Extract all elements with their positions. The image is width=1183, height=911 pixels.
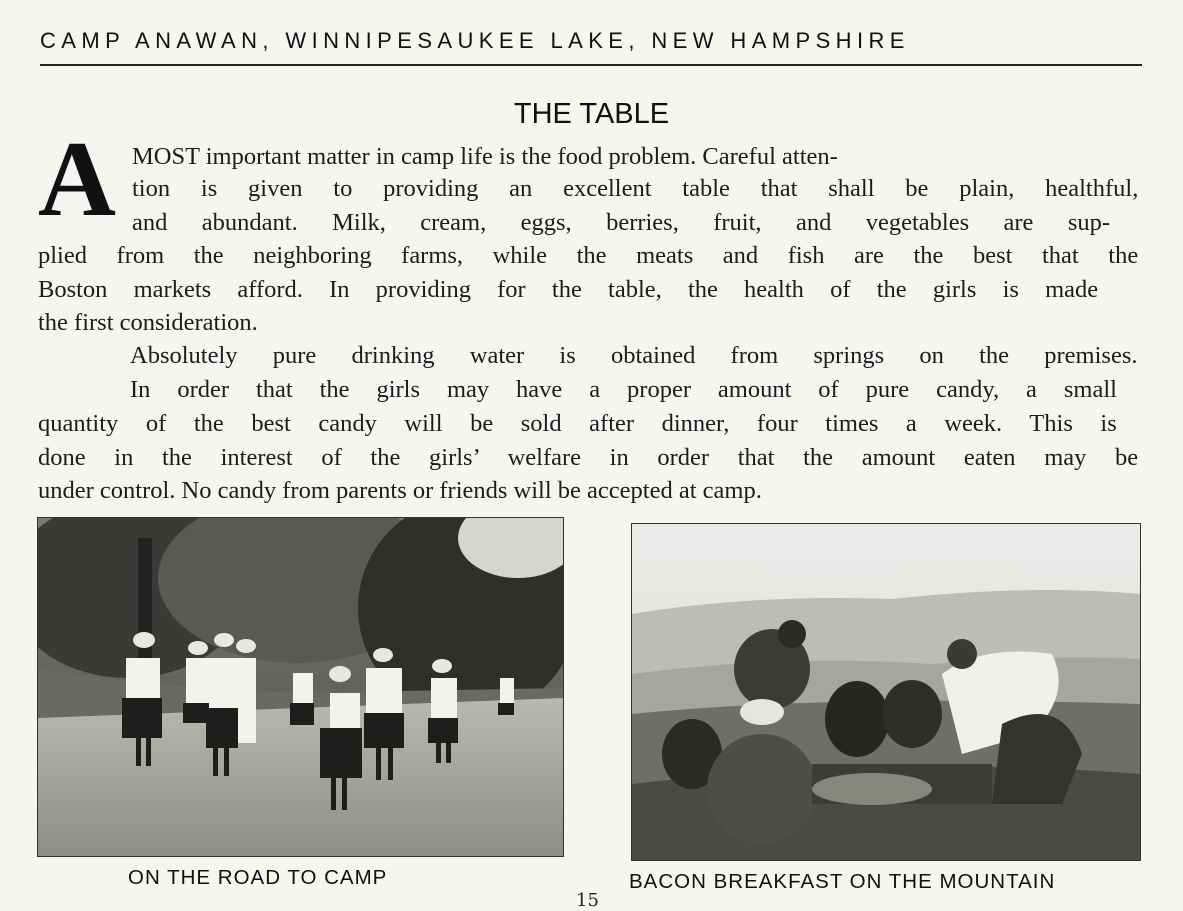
drop-cap: A xyxy=(38,120,116,239)
body-line-7: Absolutely pure drinking water is obtained from springs on the premises. xyxy=(130,342,1138,369)
body-line-4: plied from the neighboring farms, while the meats and fish are the best that the xyxy=(38,242,1139,269)
body-line-8: In order that the girls may have a proper amount of pure candy, a small xyxy=(130,376,1117,403)
body-line-5: Boston markets afford. In providing for the table, the health of the girls is made xyxy=(38,276,1099,303)
header-rule xyxy=(40,64,1142,66)
photo-road-to-camp xyxy=(37,517,564,857)
caption-road-to-camp: ON THE ROAD TO CAMP xyxy=(128,866,388,889)
section-title: THE TABLE xyxy=(513,98,670,130)
body-line-6: the first consideration. xyxy=(38,309,258,336)
running-head: CAMP ANAWAN, WINNIPESAUKEE LAKE, NEW HAMPSHIRE xyxy=(40,28,910,53)
caption-bacon-breakfast: BACON BREAKFAST ON THE MOUNTAIN xyxy=(629,870,1056,893)
body-line-9: quantity of the best candy will be sold after dinner, four times a week. This is xyxy=(38,410,1117,437)
body-line-1: MOST important matter in camp life is the food problem. Careful atten- xyxy=(132,143,838,170)
body-line-10: done in the interest of the girls’ welfare in order that the amount eaten may be xyxy=(38,444,1139,471)
page-number: 15 xyxy=(576,890,599,911)
body-line-2: tion is given to providing an excellent table that shall be plain, healthful, xyxy=(132,175,1139,202)
body-line-3: and abundant. Milk, cream, eggs, berries, fruit, and vegetables are sup- xyxy=(132,209,1111,236)
photo-bacon-breakfast xyxy=(631,523,1141,861)
body-line-11: under control. No candy from parents or friends will be accepted at camp. xyxy=(38,477,762,504)
